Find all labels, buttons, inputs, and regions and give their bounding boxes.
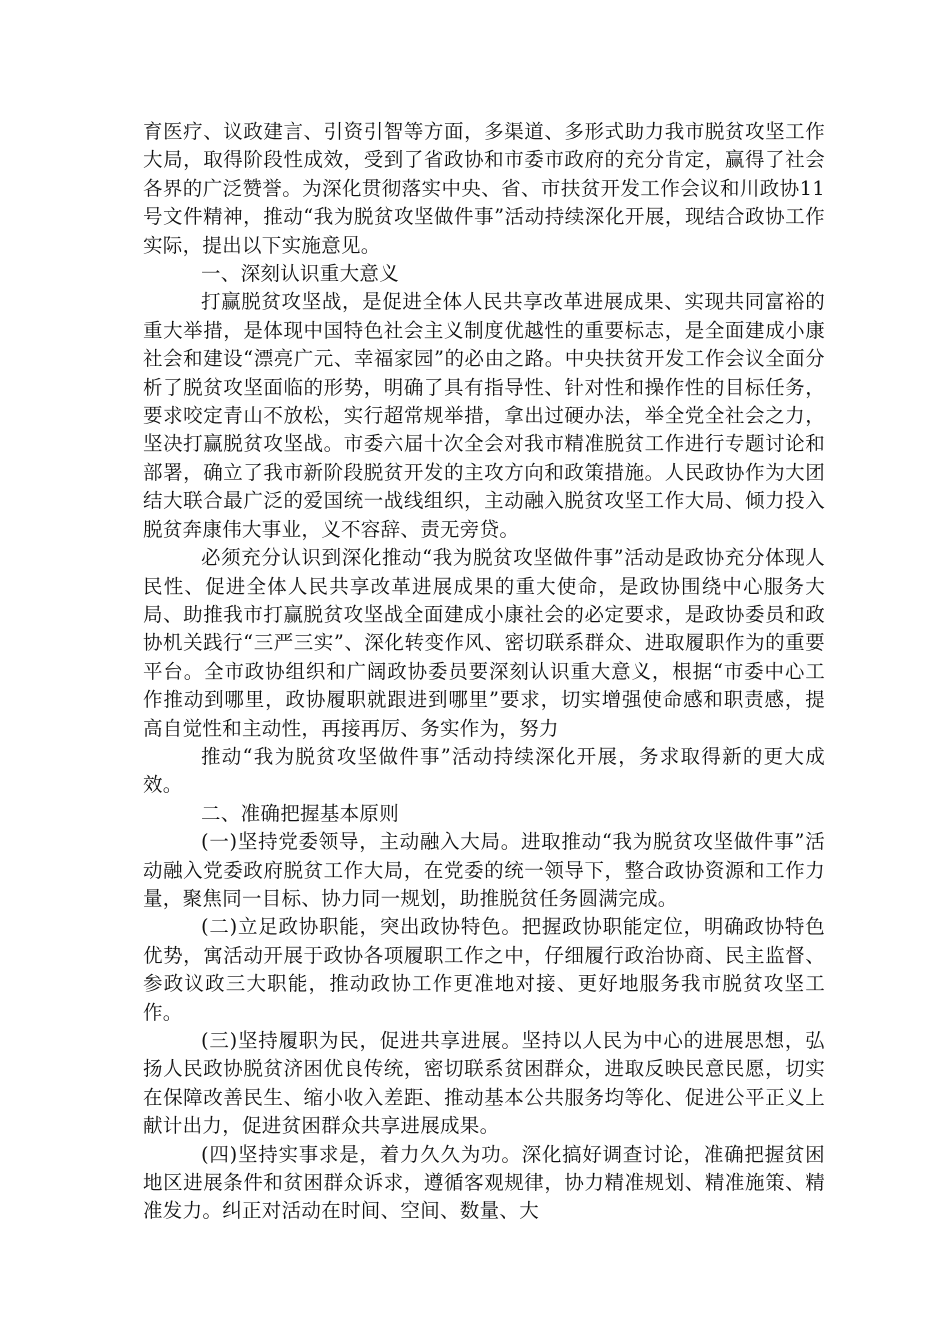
principle-4: (四)坚持实事求是，着力久久为功。深化搞好调查讨论，准确把握贫困地区进展条件和贫困群众诉求，遵循客观规律，协力精准规划、精准施策、精准发力。纠正对活动在时间、空间、数量、大 [143, 1142, 825, 1223]
principle-1: (一)坚持党委领导，主动融入大局。进取推动“我为脱贫攻坚做件事”活动融入党委政府脱贫工作大局，在党委的统一领导下，整合政协资源和工作力量，聚焦同一目标、协力同一规划，助推脱贫任务圆满完成。 [143, 830, 825, 910]
paragraph: 打赢脱贫攻坚战，是促进全体人民共享改革进展成果、实现共同富裕的重大举措，是体现中国特色社会主义制度优越性的重要标志，是全面建成小康社会和建设“漂亮广元、幸福家园”的必由之路。中央扶贫开发工作会议全面分析了脱贫攻坚面临的形势，明确了具有指导性、针对性和操作性的目标任务，要求咬定青山不放松，实行超常规举措，拿出过硬办法，举全党全社会之力，坚决打赢脱贫攻坚战。市委六届十次全会对我市精准脱贫工作进行专题讨论和部署，确立了我市新阶段脱贫开发的主攻方向和政策措施。人民政协作为大团结大联合最广泛的爱国统一战线组织，主动融入脱贫攻坚工作大局、倾力投入脱贫奔康伟大事业，义不容辞、责无旁贷。 [143, 290, 825, 541]
section-heading-1: 一、深刻认识重大意义 [201, 262, 400, 286]
section-heading-2: 二、准确把握基本原则 [201, 801, 400, 825]
principle-2: (二)立足政协职能，突出政协特色。把握政协职能定位，明确政协特色优势，寓活动开展于政协各项履职工作之中，仔细履行政治协商、民主监督、参政议政三大职能，推动政协工作更准地对接、更好地服务我市脱贫攻坚工作。 [143, 915, 825, 1024]
paragraph: 推动“我为脱贫攻坚做件事”活动持续深化开展，务求取得新的更大成效。 [143, 744, 825, 797]
paragraph-intro: 育医疗、议政建言、引资引智等方面，多渠道、多形式助力我市脱贫攻坚工作大局，取得阶段性成效，受到了省政协和市委市政府的充分肯定，赢得了社会各界的广泛赞誉。为深化贯彻落实中央、省、市扶贫开发工作会议和川政协11号文件精神，推动“我为脱贫攻坚做件事”活动持续深化开展，现结合政协工作实际，提出以下实施意见。 [143, 120, 825, 257]
principle-3: (三)坚持履职为民，促进共享进展。坚持以人民为中心的进展思想，弘扬人民政协脱贫济困优良传统，密切联系贫困群众，进取反映民意民愿，切实在保障改善民生、缩小收入差距、推动基本公共服务均等化、促进公平正义上献计出力，促进贫困群众共享进展成果。 [143, 1029, 825, 1138]
document-page [143, 118, 825, 1226]
paragraph: 必须充分认识到深化推动“我为脱贫攻坚做件事”活动是政协充分体现人民性、促进全体人民共享改革进展成果的重大使命，是政协围绕中心服务大局、助推我市打赢脱贫攻坚战全面建成小康社会的必定要求，是政协委员和政协机关践行“三严三实”、深化转变作风、密切联系群众、进取履职作为的重要平台。全市政协组织和广阔政协委员要深刻认识重大意义，根据“市委中心工作推动到哪里，政协履职就跟进到哪里”要求，切实增强使命感和职责感，提高自觉性和主动性，再接再厉、务实作为，努力 [143, 546, 825, 740]
